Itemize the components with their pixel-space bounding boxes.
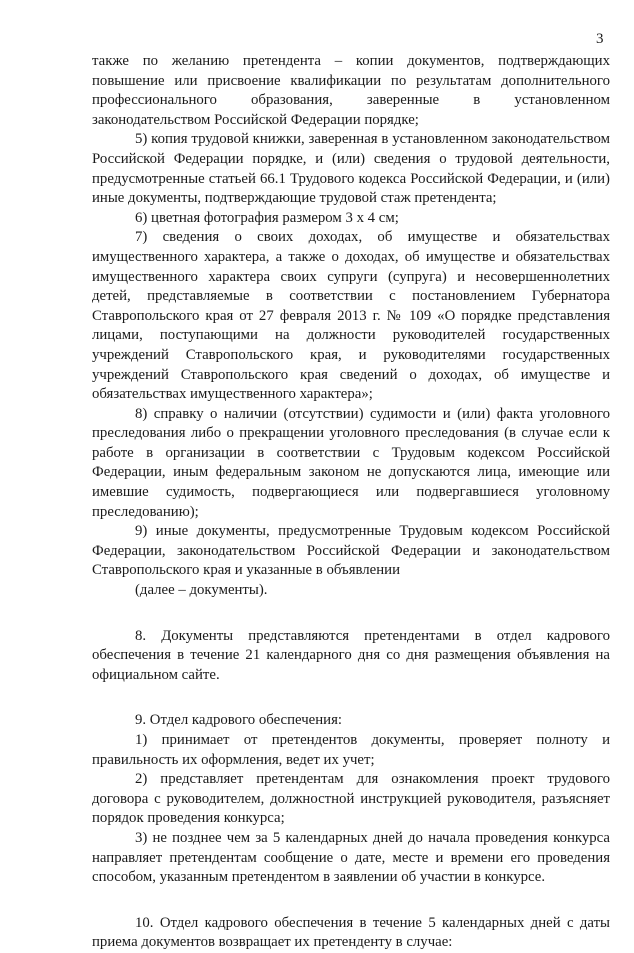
section-9-heading: 9. Отдел кадрового обеспечения: <box>135 712 342 729</box>
section-8: 8. Документы представляются претендентами в отдел кадрового обеспечения в течение 21 календарного дня со дня размещения объявления на официальном сайте. <box>92 627 610 683</box>
list-item-9-tail: (далее – документы). <box>135 582 268 599</box>
section-10: 10. Отдел кадрового обеспечения в течение 5 календарных дней с даты приема документов возвращает их претенденту в случае: <box>92 914 610 951</box>
list-item-9: 9) иные документы, предусмотренные Трудовым кодексом Российской Федерации, законодательством Российской Федерации и законодательством Ставропольского края и указанные в объявлении <box>92 523 610 579</box>
document-body <box>92 52 610 953</box>
spacer <box>92 685 610 711</box>
section-9-item-1: 1) принимает от претендентов документы, проверяет полноту и правильность их оформления, ведет их учет; <box>92 732 610 768</box>
paragraph-continuation: также по желанию претендента – копии документов, подтверждающих повышение или присвоение квалификации по результатам дополнительного профессионального образования, заверенные в установленном законодательством Российской Федерации порядке; <box>92 53 610 128</box>
page-number: 3 <box>596 31 604 47</box>
spacer <box>92 601 610 627</box>
spacer <box>92 888 610 914</box>
list-item-6: 6) цветная фотография размером 3 х 4 см; <box>135 209 399 226</box>
list-item-5: 5) копия трудовой книжки, заверенная в установленном законодательством Российской Федерации порядке, и (или) сведения о трудовой деятельности, предусмотренные статьей 66.1 Трудового кодекса Российской Федерации, и (или) иные документы, подтверждающие трудовой стаж претендента; <box>92 131 610 207</box>
list-item-8: 8) справку о наличии (отсутствии) судимости и (или) факта уголовного преследования либо о прекращении уголовного преследования (в случае если к работе в организации в соответствии с Трудовым кодексом Российской Федерации, иным федеральным законом не допускаются лица, имеющие или имевшие судимость, подвергающиеся или подвергавшиеся уголовному преследованию); <box>92 405 610 520</box>
list-item-7: 7) сведения о своих доходах, об имуществе и обязательствах имущественного характера, а также о доходах, об имуществе и обязательствах имущественного характера своих супруги (супруга) и несовершеннолетних детей, представляемые в соответствии с постановлением Губернатора Ставропольского края от 27 февраля 2013 г. № 109 «О порядке представления лицами, поступающими на должности руководителей государственных учреждений Ставропольского края, и руководителями государственных учреждений Ставропольского края сведений о доходах, об имуществе и обязательствах имущественного характера»; <box>92 229 610 403</box>
section-9-item-2: 2) представляет претендентам для ознакомления проект трудового договора с руководителем, должностной инструкцией руководителя, разъясняет порядок проведения конкурса; <box>92 771 610 827</box>
section-9-item-3: 3) не позднее чем за 5 календарных дней до начала проведения конкурса направляет претендентам сообщение о дате, месте и времени его проведения способом, указанным претендентом в заявлении об участии в конкурсе. <box>92 829 610 886</box>
